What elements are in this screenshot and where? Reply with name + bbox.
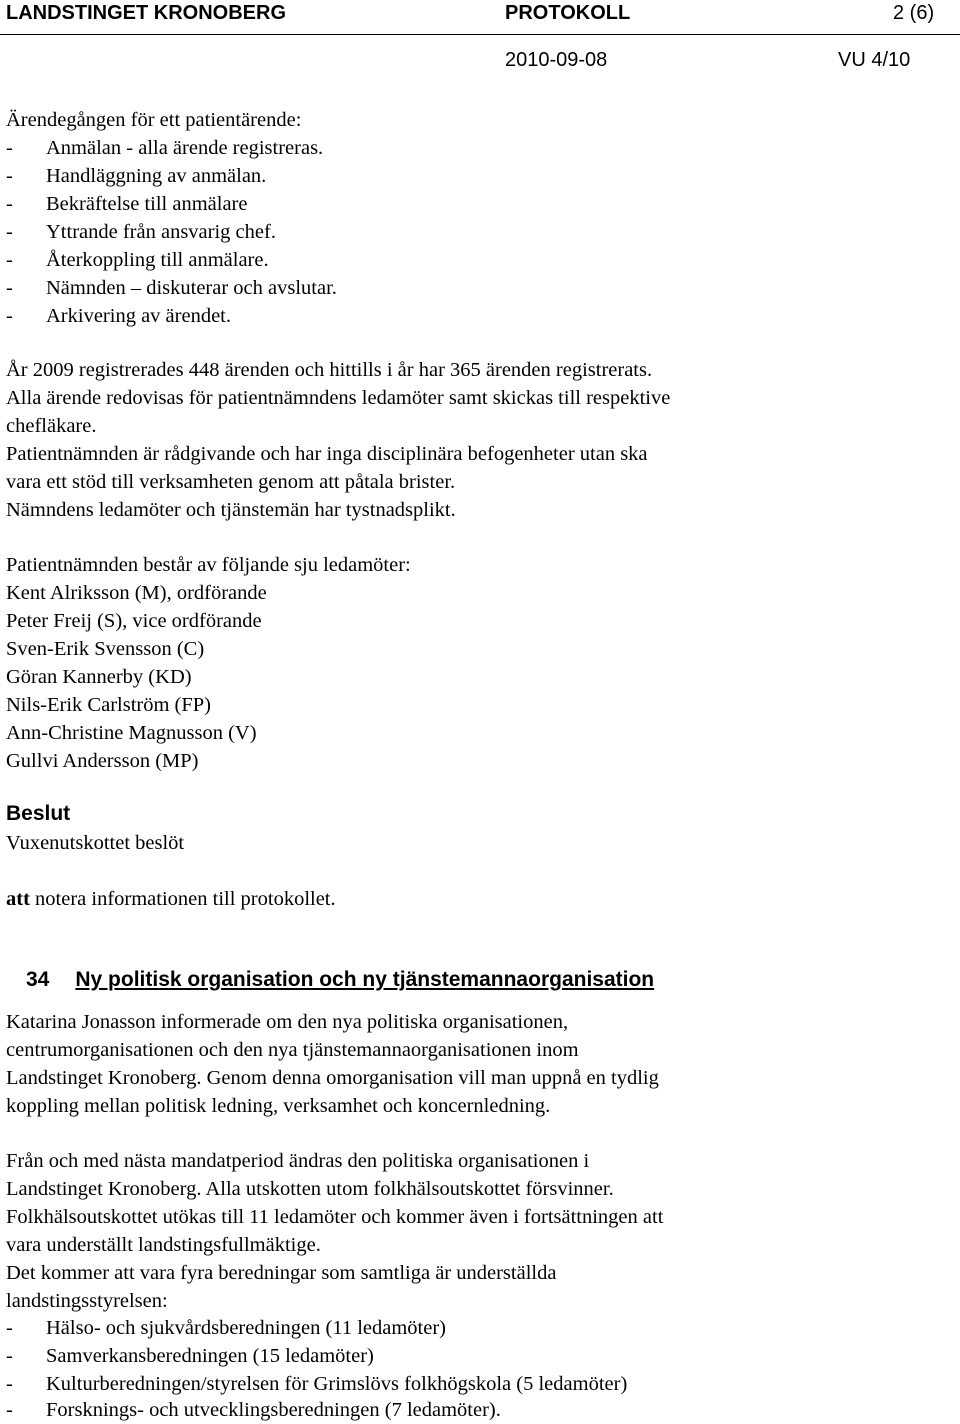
- board-item: - Forsknings- och utvecklingsberedningen (7 ledamöter).: [6, 1399, 501, 1421]
- paragraph-line: Nämndens ledamöter och tjänstemän har tystnadsplikt.: [6, 499, 456, 521]
- organization-name: LANDSTINGET KRONOBERG: [6, 2, 286, 24]
- board-item: - Samverkansberedningen (15 ledamöter): [6, 1345, 374, 1367]
- paragraph-line: vara ett stöd till verksamheten genom att påtala brister.: [6, 471, 456, 493]
- member-item: Kent Alriksson (M), ordförande: [6, 582, 267, 604]
- member-item: Nils-Erik Carlström (FP): [6, 694, 211, 716]
- paragraph-line: koppling mellan politisk ledning, verksamhet och koncernledning.: [6, 1095, 551, 1117]
- process-intro: Ärendegången för ett patientärende:: [6, 109, 302, 131]
- member-item: Ann-Christine Magnusson (V): [6, 722, 257, 744]
- paragraph-line: Det kommer att vara fyra beredningar som samtliga är underställda: [6, 1262, 557, 1284]
- header-rule: [0, 34, 960, 35]
- paragraph-line: centrumorganisationen och den nya tjänstemannaorganisationen inom: [6, 1039, 579, 1061]
- decision-clause: att notera informationen till protokollet.: [6, 888, 336, 910]
- process-step: - Arkivering av ärendet.: [6, 305, 231, 327]
- decision-heading: Beslut: [6, 802, 71, 825]
- member-item: Göran Kannerby (KD): [6, 666, 192, 688]
- section-title: Ny politisk organisation och ny tjänstemannaorganisation: [75, 968, 655, 991]
- paragraph-line: vara underställt landstingsfullmäktige.: [6, 1234, 321, 1256]
- process-step: - Handläggning av anmälan.: [6, 165, 267, 187]
- process-step: - Bekräftelse till anmälare: [6, 193, 248, 215]
- member-item: Peter Freij (S), vice ordförande: [6, 610, 262, 632]
- meeting-date: 2010-09-08: [505, 49, 608, 71]
- section-heading: [6, 966, 654, 994]
- page-header: [0, 0, 960, 96]
- paragraph-line: landstingsstyrelsen:: [6, 1290, 168, 1312]
- members-intro: Patientnämnden består av följande sju ledamöter:: [6, 554, 411, 576]
- member-item: Sven-Erik Svensson (C): [6, 638, 205, 660]
- process-step: - Nämnden – diskuterar och avslutar.: [6, 277, 337, 299]
- process-step: - Återkoppling till anmälare.: [6, 249, 269, 271]
- decision-text: Vuxenutskottet beslöt: [6, 832, 185, 854]
- paragraph-line: Landstinget Kronoberg. Genom denna omorganisation vill man uppnå en tydlig: [6, 1067, 659, 1089]
- page-number: 2 (6): [893, 2, 935, 24]
- section-number: 34: [26, 968, 50, 991]
- process-step: - Anmälan - alla ärende registreras.: [6, 137, 324, 159]
- paragraph-line: Landstinget Kronoberg. Alla utskotten utom folkhälsoutskottet försvinner.: [6, 1178, 614, 1200]
- paragraph-line: Alla ärende redovisas för patientnämndens ledamöter samt skickas till respektive: [6, 387, 671, 409]
- board-item: - Hälso- och sjukvårdsberedningen (11 ledamöter): [6, 1317, 447, 1339]
- paragraph-line: Från och med nästa mandatperiod ändras den politiska organisationen i: [6, 1150, 590, 1172]
- paragraph-line: År 2009 registrerades 448 ärenden och hittills i år har 365 ärenden registrerats.: [6, 359, 653, 381]
- board-item: - Kulturberedningen/styrelsen för Grimslövs folkhögskola (5 ledamöter): [6, 1373, 628, 1395]
- process-step: - Yttrande från ansvarig chef.: [6, 221, 276, 243]
- paragraph-line: Folkhälsoutskottet utökas till 11 ledamöter och kommer även i fortsättningen att: [6, 1206, 664, 1228]
- paragraph-line: Patientnämnden är rådgivande och har inga disciplinära befogenheter utan ska: [6, 443, 648, 465]
- document-reference: VU 4/10: [838, 49, 911, 71]
- paragraph-line: chefläkare.: [6, 415, 97, 437]
- document-type: PROTOKOLL: [505, 2, 631, 24]
- paragraph-line: Katarina Jonasson informerade om den nya politiska organisationen,: [6, 1011, 569, 1033]
- member-item: Gullvi Andersson (MP): [6, 750, 199, 772]
- att-keyword: att: [6, 888, 30, 910]
